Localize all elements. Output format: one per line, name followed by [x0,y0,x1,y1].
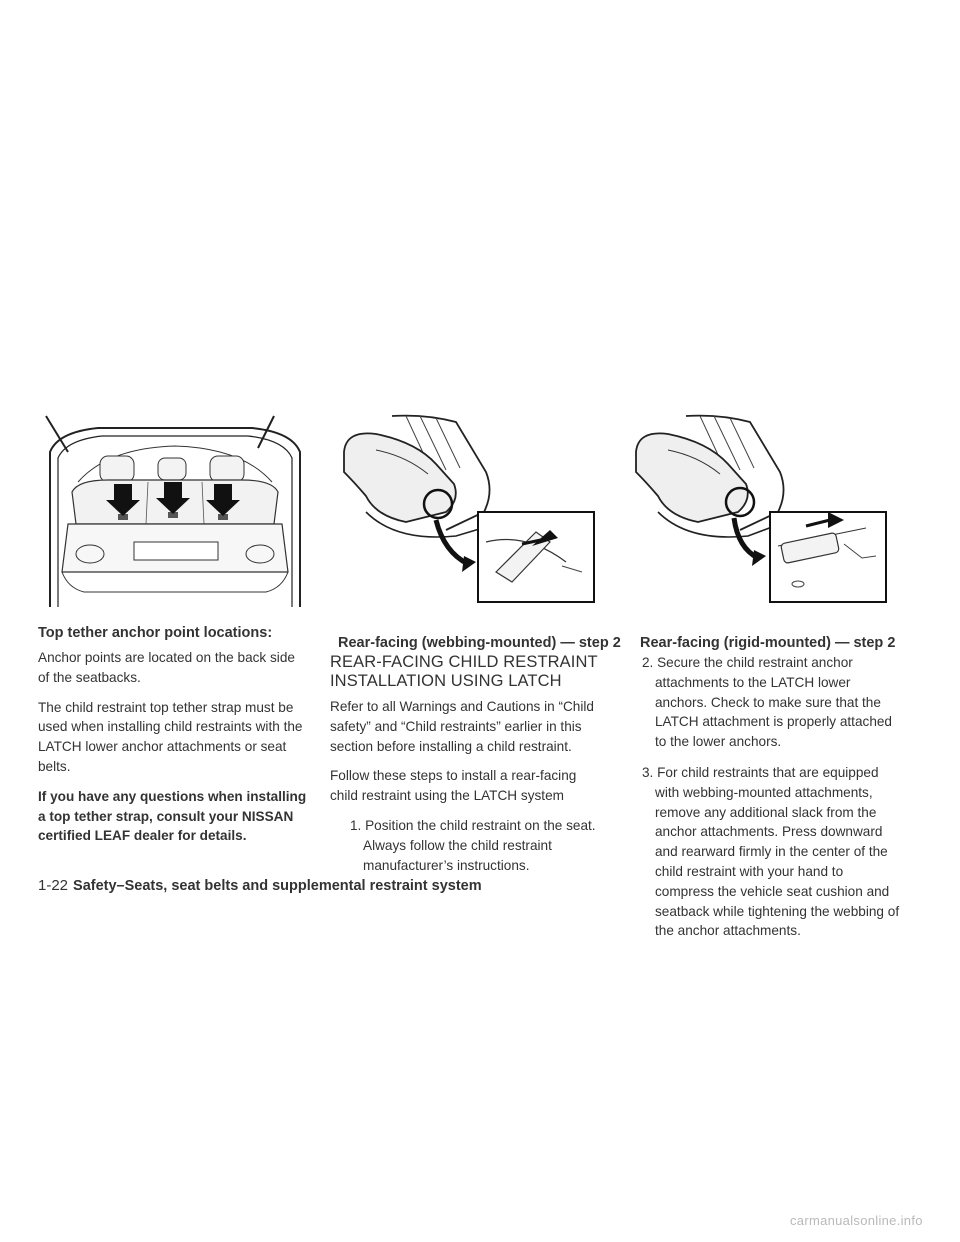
section-heading [330,653,610,690]
figure-caption-tether-anchors: Top tether anchor point locations: [38,625,273,641]
page-footer [38,877,482,895]
paragraph: The child restraint top tether strap must be used when installing child restraints with the LATCH lower anchor attachments or seat belts. [38,699,303,774]
paragraph: Follow these steps to install a rear-facing child restraint using the LATCH system [330,768,577,804]
rigid-mounted-illustration [630,412,890,608]
figure-caption-webbing-mounted: Rear-facing (webbing-mounted) — step 2 [338,635,621,651]
install-steps-list-1 [330,816,602,875]
list-item: 3. For child restraints that are equipped with webbing-mounted attachments, remove any additional slack from the anchor attachments. Press downward and rearward firmly in the center of the child restraint with your hand to compress the vehicle seat cushion and seatback while tightening the webbing of the anchor attachments. [642,764,900,939]
list-item: 2. Secure the child restraint anchor attachments to the LATCH lower anchors. Check to make sure that the LATCH attachment is properly attached to the lower anchors. [642,655,892,750]
install-steps-list-2 [622,653,902,941]
webbing-mounted-illustration [336,412,598,608]
paragraph: Anchor points are located on the back side of the seatbacks. [38,650,295,685]
section-heading-line-1: REAR-FACING CHILD RESTRAINT [330,653,598,671]
paragraph: Refer to all Warnings and Cautions in “Child safety” and “Child restraints” earlier in this section before installing a child restraint. [330,699,594,754]
list-item: 1. Position the child restraint on the seat. Always follow the child restraint manufacturer’s instructions. [350,817,596,873]
figure-caption-rigid-mounted: Rear-facing (rigid-mounted) — step 2 [640,635,896,651]
cargo-area-illustration [38,412,312,608]
column-2-text [330,697,602,886]
section-title: Safety–Seats, seat belts and supplemental restraint system [73,878,482,894]
section-heading-line-2: INSTALLATION USING LATCH [330,671,562,690]
column-1-text [38,648,310,856]
column-3-text [622,653,902,952]
dealer-note-paragraph: If you have any questions when installing a top tether strap, consult your NISSAN certified LEAF dealer for details. [38,788,307,844]
page-number: 1-22 [38,877,69,894]
watermark: carmanualsonline.info [790,1213,923,1228]
